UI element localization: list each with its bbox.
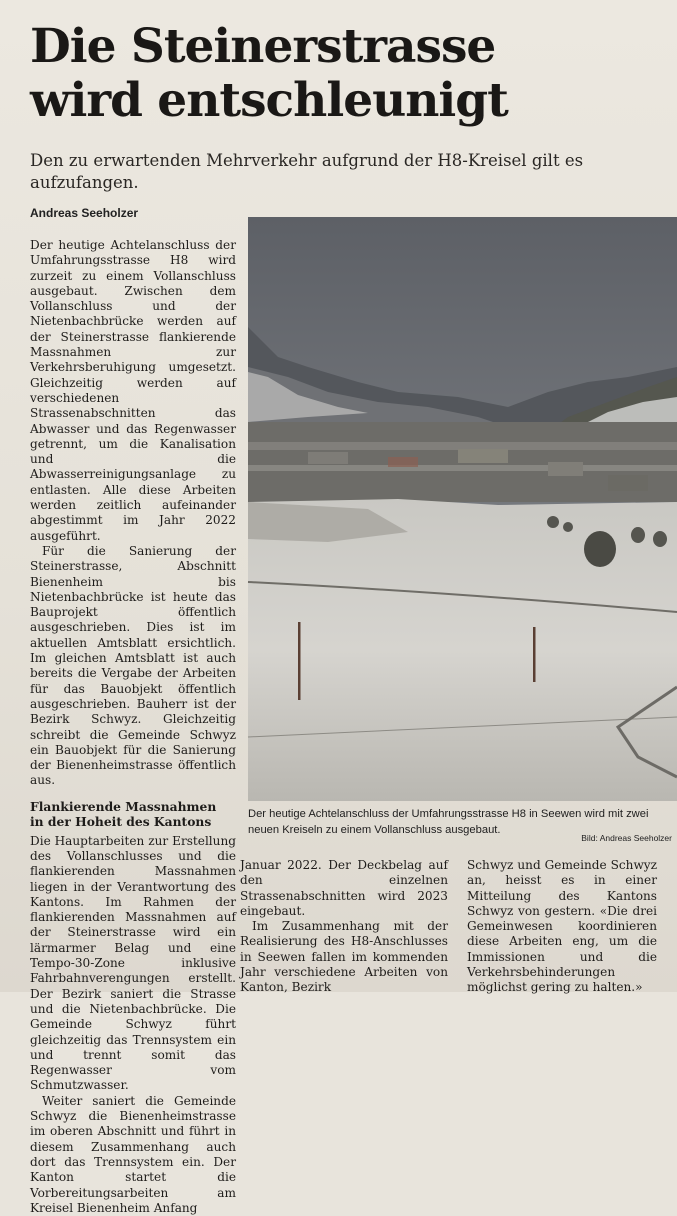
photo-caption: Der heutige Achtelanschluss der Umfahrungsstrasse H8 in Seewen wird mit zwei neuen Kreiseln zu einem Vollanschluss ausgebaut.	[248, 808, 649, 836]
section-subtitle	[30, 799, 236, 829]
subheadline: Den zu erwartenden Mehrverkehr aufgrund der H8-Kreisel gilt es aufzufangen.	[30, 151, 584, 192]
paragraph-1: Der heutige Achtelanschluss der Umfahrungsstrasse H8 wird zurzeit zu einem Vollanschluss ausgebaut. Zwischen dem Vollanschluss und der Nietenbachbrücke werden auf der Steinerstrasse flankierende Massnahmen zur Verkehrsberuhigung umgesetzt. Gleichzeitig werden auf verschiedenen Strassenabschnitten das Abwasser und das Regenwasser getrennt, um die Kanalisation und die Abwasserreinigungsanlage zu entlasten. Alle diese Arbeiten werden zeitlich aufeinander abgestimmt im Jahr 2022 ausgeführt.	[30, 238, 236, 543]
article-column-1	[30, 238, 236, 1216]
headline-line-2: wird entschleunigt	[30, 73, 508, 128]
paragraph-6: Im Zusammenhang mit der Realisierung des H8-Anschlusses in Seewen fallen im kommenden Jahr verschiedene Arbeiten von Kanton, Bezirk	[240, 919, 448, 995]
section-subtitle-line-2: in der Hoheit des Kantons	[30, 813, 212, 829]
article-column-3	[467, 858, 657, 996]
paragraph-2: Für die Sanierung der Steinerstrasse, Abschnitt Bienenheim bis Nietenbachbrücke ist heute das Bauprojekt öffentlich ausgeschrieben. Dies ist im aktuellen Amtsblatt ersichtlich. Im gleichen Amtsblatt ist auch bereits die Vergabe der Arbeiten für das Bauobjekt öffentlich ausgeschrieben. Bauherr ist der Bezirk Schwyz. Gleichzeitig schreibt die Gemeinde Schwyz ein Bauobjekt für die Sanierung der Bienenheimstrasse öffentlich aus.	[30, 543, 236, 788]
headline-line-1: Die Steinerstrasse	[30, 19, 496, 74]
author-byline: Andreas Seeholzer	[30, 206, 139, 220]
section-subtitle-line-1: Flankierende Massnahmen	[30, 798, 217, 814]
paragraph-3: Die Hauptarbeiten zur Erstellung des Vollanschlusses und die flankierenden Massnahmen liegen in der Verantwortung des Kantons. Im Rahmen der flankierenden Massnahmen auf der Steinerstrasse wird ein lärmarmer Belag und eine Tempo-30-Zone inklusive Fahrbahnverengungen erstellt. Der Bezirk saniert die Strasse und die Nietenbachbrücke. Die Gemeinde Schwyz führt gleichzeitig das Trennsystem ein und trennt somit das Regenwasser vom Schmutzwasser.	[30, 833, 236, 1093]
article-photo	[248, 217, 677, 801]
paragraph-5: Januar 2022. Der Deckbelag auf den einzelnen Strassenabschnitten wird 2023 eingebaut.	[240, 858, 448, 918]
paragraph-4: Weiter saniert die Gemeinde Schwyz die Bienenheimstrasse im oberen Abschnitt und führt in diesem Zusammenhang auch dort das Trennsystem ein. Der Kanton startet die Vorbereitungsarbeiten am Kreisel Bienenheim Anfang	[30, 1093, 236, 1215]
headline	[30, 20, 650, 128]
article-column-2	[240, 858, 448, 996]
snowy-landscape-image	[248, 217, 677, 801]
photo-credit: Bild: Andreas Seeholzer	[581, 833, 672, 843]
paragraph-7: Schwyz und Gemeinde Schwyz an, heisst es in einer Mitteilung des Kantons Schwyz von gestern. «Die drei Gemeinwesen koordinieren diese Arbeiten eng, um die Immissionen und die Verkehrsbehinderungen möglichst gering zu halten.»	[467, 858, 657, 995]
